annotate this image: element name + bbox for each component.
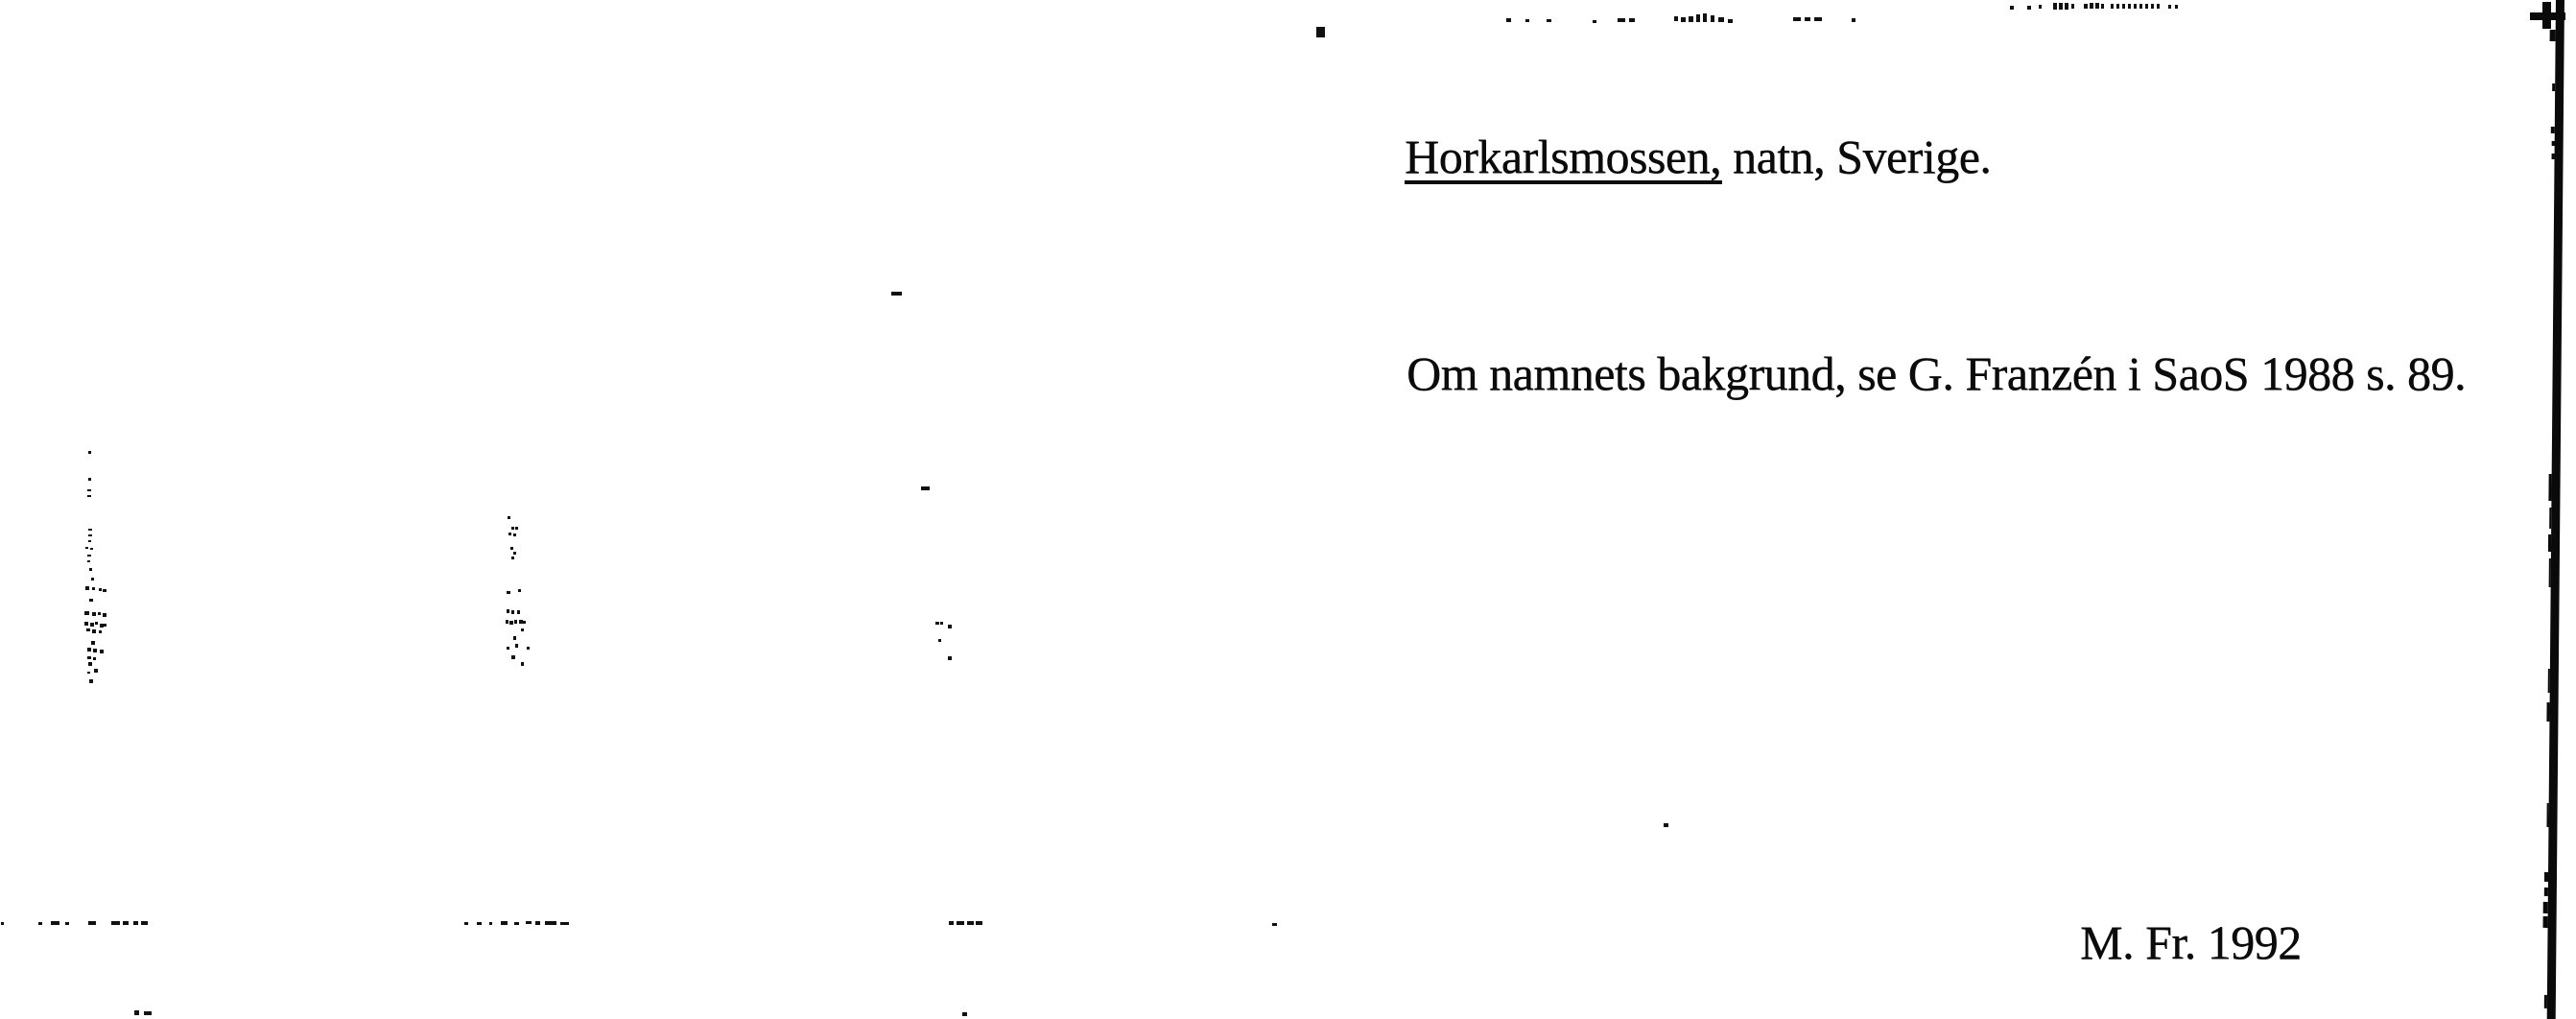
scan-speck [938, 639, 941, 642]
scan-speck [513, 552, 516, 555]
scan-speck [65, 922, 69, 925]
scan-speck [511, 655, 515, 659]
scan-speck [508, 516, 510, 519]
scan-speck [957, 921, 964, 925]
entry-headline-rest: , natn, Sverige. [1709, 130, 1992, 183]
scan-speck [507, 647, 509, 650]
scan-speck [2027, 6, 2031, 10]
scan-speck [88, 662, 92, 666]
scan-speck [2116, 4, 2119, 9]
scan-speck [949, 921, 954, 925]
scan-speck [1316, 27, 1325, 37]
scan-speck [2084, 4, 2088, 9]
scan-speck [521, 628, 524, 631]
scan-speck [518, 589, 521, 592]
scan-speck [2168, 5, 2171, 9]
scan-speck [921, 486, 930, 490]
scan-speck [99, 588, 102, 591]
scan-speck [489, 922, 492, 925]
scan-speck [85, 547, 88, 549]
scan-speck [93, 649, 97, 652]
scan-speck [99, 630, 102, 633]
scan-speck [111, 921, 120, 925]
scan-speck [891, 292, 902, 296]
scan-speck [513, 533, 516, 536]
scan-speck [935, 622, 939, 625]
scan-speck [89, 568, 92, 571]
scan-speck [84, 611, 89, 615]
scan-speck [2157, 4, 2160, 9]
scan-speck [2128, 4, 2131, 9]
scan-speck [506, 620, 508, 624]
scan-speck [85, 586, 89, 590]
scan-speck [84, 622, 88, 626]
scan-speck [1506, 18, 1511, 22]
scan-speck [86, 628, 90, 631]
scan-speck [511, 610, 514, 614]
scan-speck [87, 489, 91, 491]
scan-speck [2101, 4, 2104, 9]
scan-speck [88, 921, 96, 925]
scan-speck [1696, 14, 1700, 22]
scan-speck [517, 610, 520, 614]
scan-speck [87, 495, 91, 497]
scan-speck [94, 669, 98, 673]
scan-speck [1618, 18, 1625, 22]
scan-speck [948, 656, 952, 660]
scan-speck [962, 1012, 967, 1016]
scan-speck [91, 578, 94, 581]
scan-speck [508, 533, 511, 535]
scan-speck [515, 527, 518, 530]
scan-speck [1728, 19, 1733, 23]
scan-speck [2145, 4, 2148, 9]
scan-speck [560, 922, 569, 925]
scan-speck [1, 922, 4, 925]
scan-speck [87, 656, 91, 659]
scan-speck [1805, 17, 1810, 21]
scan-speck [95, 622, 98, 625]
scan-speck [89, 679, 93, 683]
scan-speck [141, 921, 148, 925]
scan-speck [510, 547, 513, 550]
scan-speck [2122, 4, 2125, 9]
scan-speck [1718, 17, 1724, 22]
scan-speck [1689, 16, 1693, 22]
scan-speck [535, 921, 540, 925]
scan-speck [51, 921, 59, 925]
scan-speck [1593, 20, 1596, 23]
scan-speck [507, 591, 510, 594]
scan-speck [2175, 5, 2178, 9]
scan-speck [511, 527, 514, 530]
scan-speck [507, 609, 509, 613]
scan-speck [1852, 18, 1855, 22]
scan-speck [2059, 3, 2063, 10]
scan-speck [144, 1011, 152, 1015]
scan-speck [2039, 5, 2042, 9]
scan-speck [1703, 13, 1707, 22]
scan-speck [98, 612, 101, 615]
scan-speck [87, 560, 90, 562]
scan-speck [464, 922, 468, 925]
scan-speck [523, 621, 526, 624]
scan-speck [87, 672, 90, 674]
scan-speck [1547, 19, 1551, 22]
scan-speck [527, 647, 530, 650]
scan-speck [100, 650, 104, 653]
scan-speck [526, 921, 532, 924]
scan-speck [87, 648, 91, 652]
scan-speck [1629, 18, 1635, 22]
scan-speck [2090, 3, 2093, 9]
scan-speck [134, 1010, 139, 1015]
scan-speck [91, 641, 95, 645]
scan-speck [90, 623, 94, 627]
scan-speck [104, 624, 106, 627]
scan-speck [1272, 923, 1277, 926]
scan-speck [2053, 3, 2057, 10]
scan-speck [2111, 4, 2114, 9]
scan-speck [88, 451, 91, 454]
scan-speck [87, 555, 91, 557]
entry-headword: Horkarlsmossen [1405, 132, 1722, 184]
scan-speck [2139, 4, 2142, 9]
scan-speck [2134, 4, 2137, 9]
scan-speck [967, 921, 974, 925]
scan-speck [2065, 3, 2068, 10]
scan-speck [1814, 17, 1822, 21]
scan-speck [103, 613, 106, 617]
scan-speck [1674, 16, 1678, 21]
scan-speck [92, 612, 96, 616]
entry-reference-line: Om namnets bakgrund, se G. Franzén i SaoS 1988 s. 89. [1406, 346, 2466, 400]
scan-speck [513, 636, 516, 640]
scan-speck [1711, 15, 1714, 22]
scan-speck [514, 922, 519, 925]
scan-speck [1681, 17, 1686, 22]
scan-speck [521, 662, 524, 666]
scan-speck [88, 534, 92, 536]
scan-speck [92, 629, 96, 633]
scan-speck [509, 621, 513, 625]
scan-speck [940, 622, 943, 625]
scan-speck [1664, 823, 1668, 827]
scan-speck [38, 922, 42, 925]
scan-speck [515, 644, 518, 648]
scan-speck [2071, 4, 2074, 9]
scan-speck [545, 921, 556, 925]
editor-signature: M. Fr. 1992 [2080, 915, 2302, 969]
scan-speck [89, 599, 93, 602]
scan-speck [88, 540, 91, 542]
scan-speck [133, 921, 138, 925]
scan-speck [2151, 4, 2154, 9]
scan-speck [123, 921, 129, 925]
scan-speck [477, 922, 482, 925]
scan-speck [976, 921, 982, 925]
scan-speck [93, 657, 96, 660]
scan-speck [88, 529, 92, 531]
scan-speck [511, 557, 514, 559]
scan-speck [948, 625, 952, 628]
scan-speck [92, 587, 95, 590]
scan-speck [103, 589, 106, 592]
scan-speck [501, 921, 508, 925]
scan-speck [1793, 17, 1801, 21]
scan-speck [1525, 19, 1529, 22]
scan-speck [88, 478, 91, 481]
scan-speck [2095, 3, 2099, 9]
scan-speck [2010, 6, 2014, 10]
scan-speck [90, 548, 93, 550]
scan-speck [514, 620, 517, 624]
